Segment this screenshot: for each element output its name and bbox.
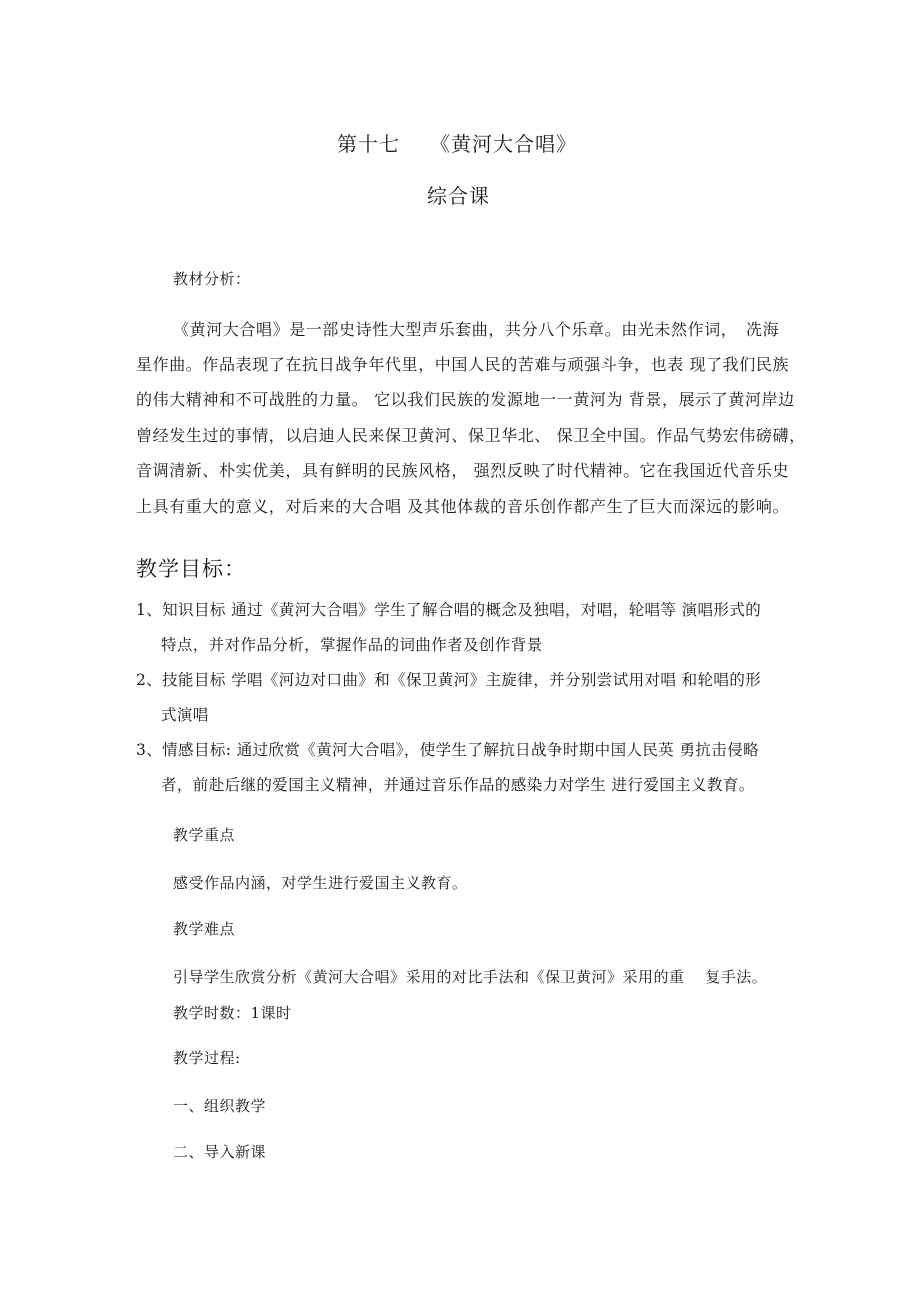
analysis-line: 上具有重大的意义，对后来的大合唱 及其他体裁的音乐创作都产生了巨大而深远的影响。	[136, 497, 790, 516]
process-step: 二、导入新课	[173, 1143, 267, 1161]
analysis-line: 《黄河大合唱》是一部史诗性大型声乐套曲，共分八个乐章。由光未然作词， 冼海	[173, 320, 780, 339]
difficulty-text: 引导学生欣赏分析《黄河大合唱》采用的对比手法和《保卫黄河》采用的重 复手法。	[173, 968, 768, 986]
objective-line: 3、情感目标: 通过欣赏《黄河大合唱》，使学生了解抗日战争时期中国人民英 勇抗击侵略	[136, 741, 759, 759]
analysis-line: 音调清新、朴实优美，具有鲜明的民族风格， 强烈反映了时代精神。它在我国近代音乐史	[136, 461, 790, 480]
title-chapter: 第十七	[337, 132, 400, 156]
analysis-line: 的伟大精神和不可战胜的力量。 它以我们民族的发源地一一黄河为 背景，展示了黄河岸边	[136, 390, 795, 409]
subtitle: 综合课	[427, 184, 490, 208]
process-step: 一、组织教学	[173, 1097, 267, 1115]
objective-line: 2、技能目标 学唱《河边对口曲》和《保卫黄河》主旋律，并分别尝试用对唱 和轮唱的形	[136, 671, 762, 689]
objective-line: 者，前赴后继的爱国主义精神，并通过音乐作品的感染力对学生 进行爱国主义教育。	[161, 776, 755, 794]
teaching-hours: 教学时数：1课时	[173, 1004, 292, 1022]
objective-line: 1、知识目标 通过《黄河大合唱》学生了解合唱的概念及独唱，对唱，轮唱等 演唱形式的	[136, 601, 762, 619]
key-point-heading: 教学重点	[173, 826, 236, 844]
objective-line: 特点，并对作品分析，掌握作品的词曲作者及创作背景	[161, 636, 543, 654]
objective-line: 式演唱	[161, 706, 209, 724]
title-work: 《黄河大合唱》	[430, 132, 577, 156]
analysis-heading: 教材分析：	[173, 270, 251, 288]
key-point-text: 感受作品内涵，对学生进行爱国主义教育。	[173, 874, 468, 892]
analysis-line: 曾经发生过的事情，以启迪人民来保卫黄河、保卫华北、 保卫全中国。作品气势宏伟磅礴，	[136, 426, 806, 445]
difficulty-heading: 教学难点	[173, 920, 236, 938]
objectives-heading: 教学目标：	[136, 557, 246, 581]
process-heading: 教学过程:	[173, 1049, 241, 1067]
analysis-line: 星作曲。作品表现了在抗日战争年代里，中国人民的苦难与顽强斗争，也表 现了我们民族	[136, 355, 790, 374]
